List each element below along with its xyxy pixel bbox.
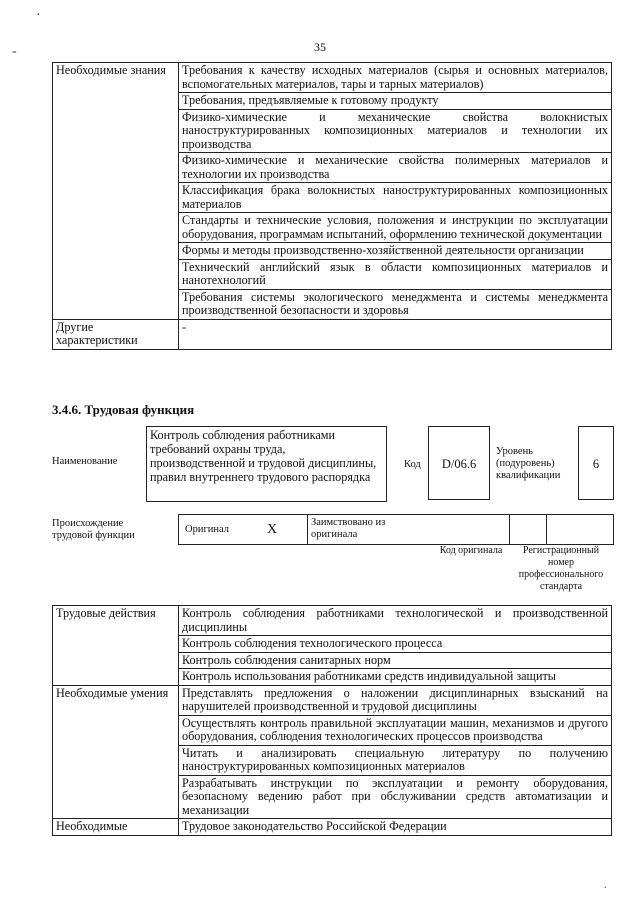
row-item: Разрабатывать инструкции по эксплуатации и ремонту оборудования, безопасному ведению работ при обслуживании средств автоматизации и механизации bbox=[179, 775, 612, 819]
actions-table bbox=[52, 605, 612, 836]
table-row bbox=[53, 63, 612, 93]
code-label: Код bbox=[404, 459, 421, 470]
origin-label: Происхождение трудовой функции bbox=[52, 518, 135, 541]
section-title: 3.4.6. Трудовая функция bbox=[52, 402, 195, 417]
row-item: Физико-химические и механические свойства волокнистых наноструктурированных композиционных материалов и технологии их производства bbox=[179, 109, 612, 153]
original-mark: X bbox=[267, 522, 278, 537]
row-label: Необходимые умения bbox=[53, 685, 179, 819]
row-item: Физико-химические и механические свойства полимерных материалов и технологии их производства bbox=[179, 153, 612, 183]
scan-mark: - bbox=[12, 44, 17, 59]
row-item: Контроль использования работниками средств индивидуальной защиты bbox=[179, 669, 612, 686]
row-label: Необходимые bbox=[53, 819, 179, 836]
row-item: Трудовое законодательство Российской Федерации bbox=[179, 819, 612, 836]
name-label: Наименование bbox=[52, 456, 118, 467]
level-label: Уровень (подуровень) квалификации bbox=[496, 446, 561, 481]
knowledge-table bbox=[52, 62, 612, 350]
row-item: Контроль соблюдения санитарных норм bbox=[179, 652, 612, 669]
row-item: Классификация брака волокнистых наноструктурированных композиционных материалов bbox=[179, 183, 612, 213]
row-item: Контроль соблюдения технологического процесса bbox=[179, 636, 612, 653]
row-item: Требования системы экологического менеджмента и системы менеджмента производственной безопасности и здоровья bbox=[179, 289, 612, 319]
row-item: Стандарты и технические условия, положения и инструкции по эксплуатации оборудования, программам испытаний, оформлению технической документации bbox=[179, 213, 612, 243]
row-item: - bbox=[179, 319, 612, 349]
row-item: Требования к качеству исходных материалов (сырья и основных материалов, вспомогательных материалов, тары и тарных материалов) bbox=[179, 63, 612, 93]
code-original-caption: Код оригинала bbox=[439, 545, 503, 556]
row-item: Формы и методы производственно-хозяйственной деятельности организации bbox=[179, 243, 612, 260]
scan-mark: · bbox=[36, 8, 41, 23]
row-item: Представлять предложения о наложении дисциплинарных взысканий на нарушителей производственной и трудовой дисциплины bbox=[179, 685, 612, 715]
borrowed-label: Заимствовано из оригинала bbox=[311, 517, 386, 540]
code-box bbox=[428, 426, 490, 500]
scan-mark: . bbox=[604, 880, 607, 891]
row-item: Читать и анализировать специальную литературу по получению наноструктурированных композиционных материалов bbox=[179, 745, 612, 775]
origin-box bbox=[178, 514, 614, 545]
row-item: Осуществлять контроль правильной эксплуатации машин, механизмов и другого оборудования, соблюдения технологических процессов производства bbox=[179, 715, 612, 745]
row-label: Другие характеристики bbox=[53, 319, 179, 349]
row-label: Необходимые знания bbox=[53, 63, 179, 320]
function-name: Контроль соблюдения работниками требований охраны труда, производственной и трудовой дисциплины, правил внутреннего трудового распорядка bbox=[150, 428, 377, 484]
original-label: Оригинал bbox=[185, 524, 229, 535]
row-item: Технический английский язык в области композиционных материалов и нанотехнологий bbox=[179, 259, 612, 289]
row-item: Контроль соблюдения работниками технологической и производственной дисциплины bbox=[179, 606, 612, 636]
table-row bbox=[53, 819, 612, 836]
code-value: D/06.6 bbox=[441, 457, 477, 471]
level-value: 6 bbox=[592, 457, 600, 471]
function-name-box bbox=[146, 426, 387, 502]
table-row bbox=[53, 606, 612, 636]
table-row bbox=[53, 685, 612, 715]
row-item: Требования, предъявляемые к готовому продукту bbox=[179, 93, 612, 110]
row-label: Трудовые действия bbox=[53, 606, 179, 686]
page-number: 35 bbox=[314, 40, 326, 54]
table-row bbox=[53, 319, 612, 349]
level-box bbox=[578, 426, 614, 500]
reg-number-caption: Регистрационный номер профессионального стандарта bbox=[518, 545, 604, 592]
